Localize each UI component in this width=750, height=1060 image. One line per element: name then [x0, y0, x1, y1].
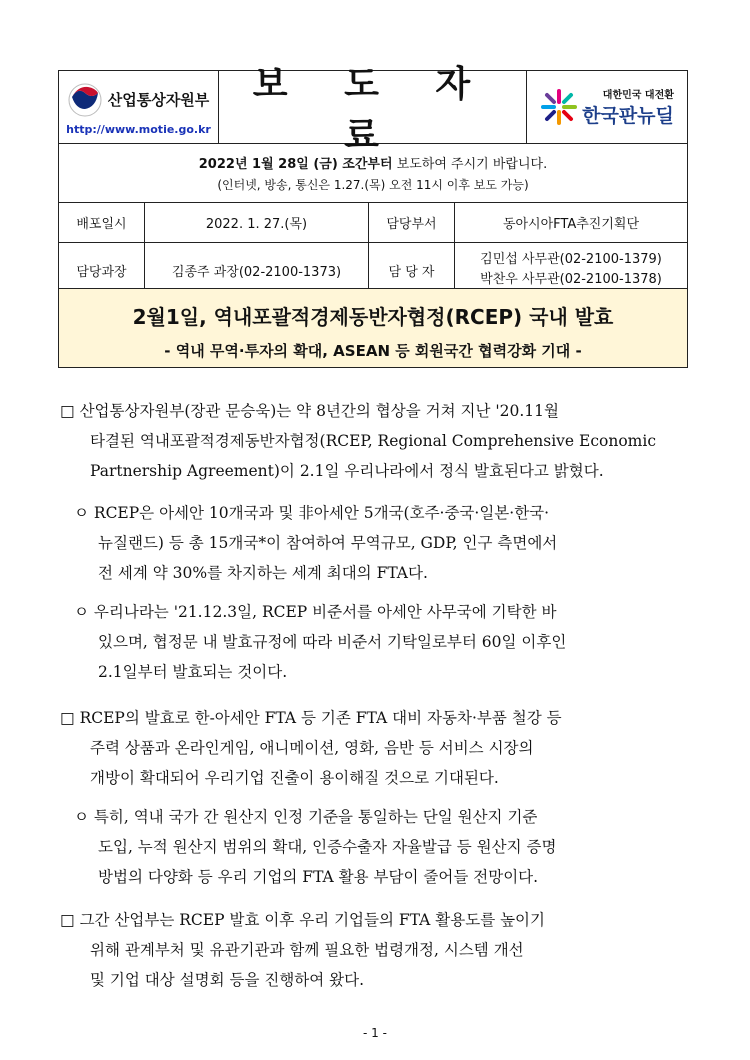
- paragraph-line: 뉴질랜드) 등 총 15개국*이 참여하여 무역규모, GDP, 인구 측면에서: [98, 534, 558, 552]
- paragraph-5: [74, 802, 692, 892]
- new-deal-text: [582, 86, 674, 128]
- paragraph-line: □ RCEP의 발효로 한-아세안 FTA 등 기존 FTA 대비 자동차·부품 철강 등: [60, 709, 562, 727]
- paragraph-4: [60, 703, 692, 793]
- paragraph-1: [60, 396, 692, 486]
- manager-contact: 김종주 과장(02-2100-1373): [145, 243, 369, 297]
- manager-label: 담당과장: [59, 243, 145, 297]
- embargo-row: [59, 144, 687, 203]
- page-title: 보 도 자 료: [252, 63, 493, 156]
- embargo-line: [199, 153, 547, 172]
- embargo-date: 2022년 1월 28일 (금) 조간부터: [198, 157, 393, 172]
- taegeuk-emblem-icon: [68, 83, 102, 117]
- paragraph-2: [74, 498, 692, 588]
- new-deal-emblem-icon: [540, 88, 578, 126]
- paragraph-line: 주력 상품과 온라인게임, 애니메이션, 영화, 음반 등 서비스 시장의: [90, 739, 534, 757]
- press-release-header: [58, 63, 688, 298]
- paragraph-line: 및 기업 대상 설명회 등을 진행하여 왔다.: [90, 971, 365, 989]
- header-title-row: [59, 63, 687, 156]
- embargo-online-note: (인터넷, 방송, 통신은 1.27.(목) 오전 11시 이후 보도 가능): [217, 178, 529, 192]
- paragraph-line: 위해 관계부처 및 유관기관과 함께 필요한 법령개정, 시스템 개선: [90, 941, 524, 959]
- new-deal-logo: [527, 71, 687, 143]
- staff-label: 담 당 자: [369, 243, 455, 297]
- distribution-label: 배포일시: [59, 203, 145, 242]
- paragraph-3: [74, 597, 692, 687]
- ministry-block: [59, 71, 219, 143]
- title-cell: [219, 63, 527, 156]
- page-number: - 1 -: [363, 1026, 387, 1040]
- distribution-row: [59, 203, 687, 243]
- department-label: 담당부서: [369, 203, 455, 242]
- distribution-date: 2022. 1. 27.(목): [145, 203, 369, 242]
- paragraph-line: ㅇ 특히, 역내 국가 간 원산지 인정 기준을 통일하는 단일 원산지 기준: [74, 808, 538, 826]
- paragraph-line: 전 세계 약 30%를 차지하는 세계 최대의 FTA다.: [98, 564, 428, 582]
- staff-contact-2: 박찬우 사무관(02-2100-1378): [480, 272, 662, 287]
- ministry-logo: [68, 83, 209, 117]
- embargo-notice: [59, 144, 687, 202]
- embargo-instruction: 보도하여 주시기 바랍니다.: [392, 157, 548, 172]
- paragraph-line: 개방이 확대되어 우리기업 진출이 용이해질 것으로 기대된다.: [90, 769, 499, 787]
- headline-box: [58, 288, 688, 368]
- department-name: 동아시아FTA추진기획단: [502, 217, 640, 232]
- new-deal-wordmark: 한국판뉴딜: [582, 105, 674, 127]
- paragraph-line: 도입, 누적 원산지 범위의 확대, 인증수출자 자율발급 등 원산지 증명: [98, 838, 557, 856]
- paragraph-line: Partnership Agreement)이 2.1일 우리나라에서 정식 발효된다고 밝혔다.: [90, 462, 604, 480]
- paragraph-line: ㅇ 우리나라는 '21.12.3일, RCEP 비준서를 아세안 사무국에 기탁한 바: [74, 603, 557, 621]
- ministry-url-link[interactable]: http://www.motie.go.kr: [66, 122, 211, 136]
- new-deal-tagline: 대한민국 대전환: [602, 90, 674, 101]
- paragraph-line: 타결된 역내포괄적경제동반자협정(RCEP, Regional Comprehensive Economic: [90, 432, 656, 450]
- paragraph-6: [60, 905, 692, 995]
- paragraph-line: □ 그간 산업부는 RCEP 발효 이후 우리 기업들의 FTA 활용도를 높이기: [60, 911, 546, 929]
- headline-title: 2월1일, 역내포괄적경제동반자협정(RCEP) 국내 발효: [132, 305, 614, 329]
- paragraph-line: 있으며, 협정문 내 발효규정에 따라 비준서 기탁일로부터 60일 이후인: [98, 633, 567, 651]
- staff-contact-1: 김민섭 사무관(02-2100-1379): [480, 252, 662, 267]
- paragraph-line: 방법의 다양화 등 우리 기업의 FTA 활용 부담이 줄어들 전망이다.: [98, 868, 539, 886]
- paragraph-line: 2.1일부터 발효되는 것이다.: [98, 663, 288, 681]
- paragraph-line: □ 산업통상자원부(장관 문승욱)는 약 8년간의 협상을 거쳐 지난 '20.11월: [60, 402, 559, 420]
- ministry-name: 산업통상자원부: [107, 91, 210, 109]
- headline-subtitle: - 역내 무역·투자의 확대, ASEAN 등 회원국간 협력강화 기대 -: [164, 342, 582, 360]
- paragraph-line: ㅇ RCEP은 아세안 10개국과 및 非아세안 5개국(호주·중국·일본·한국·: [74, 504, 550, 522]
